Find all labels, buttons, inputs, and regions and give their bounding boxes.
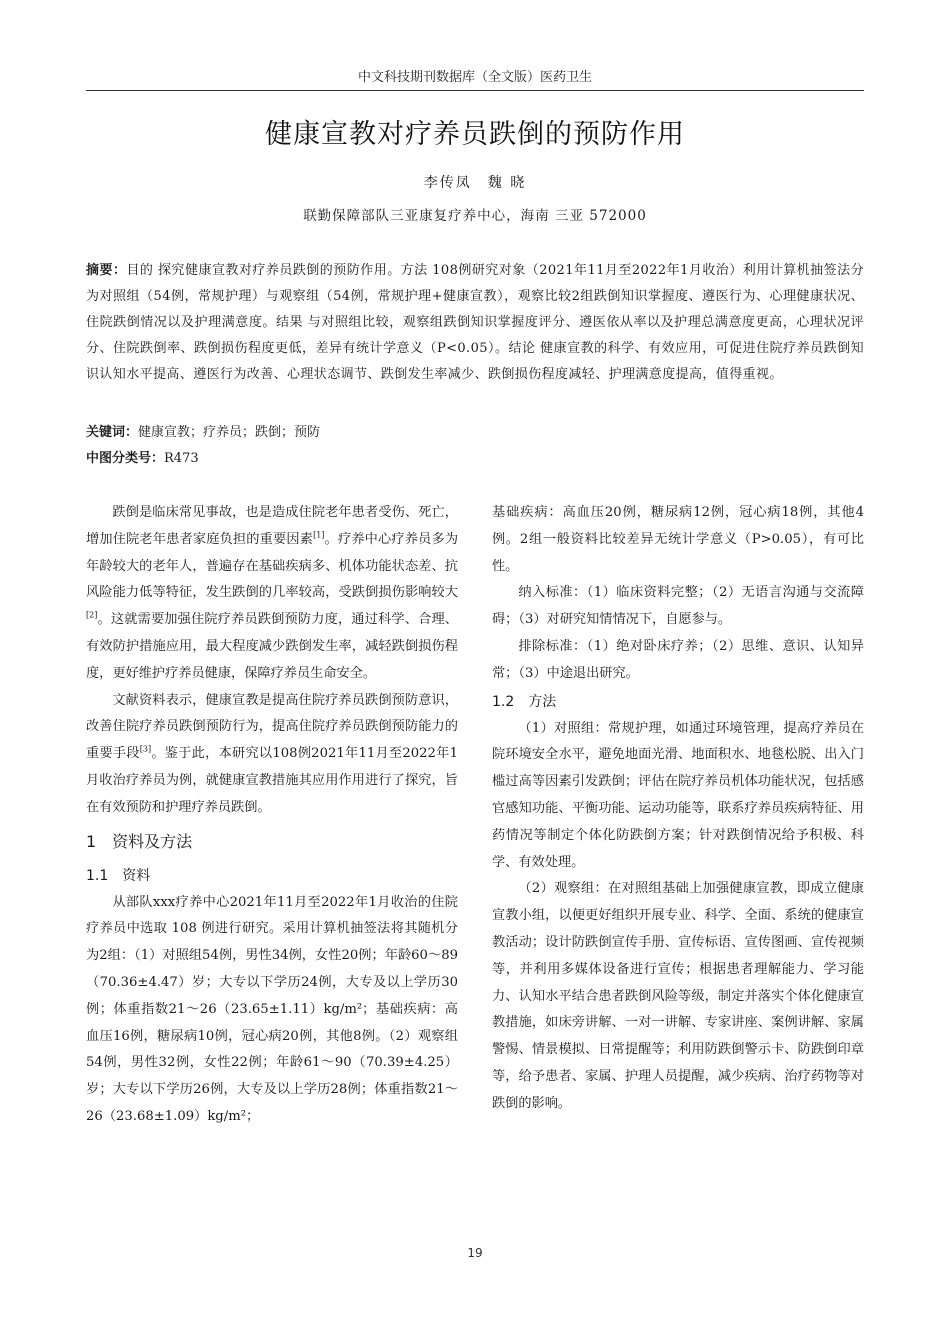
paragraph: 基础疾病：高血压20例，糖尿病12例，冠心病18例，其他4例。2组一般资料比较差异无统计学意义（P>0.05），有可比性。	[492, 505, 864, 574]
paragraph: （1）对照组：常规护理，如通过环境管理，提高疗养员在院环境安全水平，避免地面光滑、地面积水、地毯松脱、出入门槛过高等因素引发跌倒；评估在院疗养员机体功能状况，包括感官感知功能、平衡功能、运动功能等，联系疗养员疾病特征、用药情况等制定个体化防跌倒方案；针对跌倒情况给予积极、科学、有效处理。	[492, 720, 864, 870]
subsection-heading: 1.2 方法	[492, 693, 557, 710]
section-heading: 1 资料及方法	[86, 831, 193, 851]
authors: 李传凤 魏 晓	[423, 175, 527, 191]
page-number: 19	[467, 1246, 483, 1260]
paragraph: 排除标准：（1）绝对卧床疗养；（2）思维、意识、认知异常；（3）中途退出研究。	[492, 638, 864, 681]
citation: [3]	[139, 744, 152, 754]
citation: [2]	[86, 610, 98, 620]
keywords-text: 健康宣教；疗养员；跌倒；预防	[138, 425, 321, 440]
clc-label: 中图分类号：	[86, 451, 165, 466]
abstract-text: 目的 探究健康宣教对疗养员跌倒的预防作用。方法 108例研究对象（2021年11月至2022年1月收治）利用计算机抽签法分为对照组（54例，常规护理）与观察组（54例，常规护理+健康宣教），观察比较2组跌倒知识掌握度、遵医行为、心理健康状况、住院跌倒情况以及护理满意度。结果 与对照组比较，观察组跌倒知识掌握度评分、遵医依从率以及护理总满意度更高，心理状况评分、住院跌倒率、跌倒损伤程度更低，差异有统计学意义（P<0.05）。结论 健康宣教的科学、有效应用，可促进住院疗养员跌倒知识认知水平提高、遵医行为改善、心理状态调节、跌倒发生率减少、跌倒损伤程度减轻、护理满意度提高，值得重视。	[86, 263, 864, 382]
abstract	[86, 258, 864, 388]
affiliation: 联勤保障部队三亚康复疗养中心，海南 三亚 572000	[303, 208, 647, 224]
paragraph: 纳入标准：（1）临床资料完整；（2）无语言沟通与交流障碍；（3）对研究知情情况下，自愿参与。	[492, 585, 864, 628]
right-column	[492, 500, 864, 1118]
abstract-label: 摘要：	[86, 263, 127, 278]
left-column	[86, 500, 458, 1131]
paragraph: 跌倒是临床常见事故，也是造成住院老年患者受伤、死亡，增加住院老年患者家庭负担的重要因素[1]。疗养中心疗养员多为年龄较大的老年人，普遍存在基础疾病多、机体功能状态差、抗风险能力低等特征，发生跌倒的几率较高，受跌倒损伤影响较大[2]。这就需要加强住院疗养员跌倒预防力度，通过科学、合理、有效防护措施应用，最大程度减少跌倒发生率，减轻跌倒损伤程度，更好维护疗养员健康，保障疗养员生命安全。	[86, 505, 459, 681]
clc-text: R473	[164, 451, 199, 466]
article-title: 健康宣教对疗养员跌倒的预防作用	[265, 119, 685, 150]
keywords-label: 关键词：	[86, 425, 139, 440]
paragraph: （2）观察组：在对照组基础上加强健康宣教，即成立健康宣教小组，以便更好组织开展专业、科学、全面、系统的健康宣教活动；设计防跌倒宣传手册、宣传标语、宣传图画、宣传视频等，并利用多媒体设备进行宣传；根据患者理解能力、学习能力、认知水平结合患者跌倒风险等级，制定并落实个体化健康宣教措施，如床旁讲解、一对一讲解、专家讲座、案例讲解、家属警惕、情景模拟、日常提醒等；利用防跌倒警示卡、防跌倒印章等，给予患者、家属、护理人员提醒，减少疾病、治疗药物等对跌倒的影响。	[492, 881, 864, 1111]
journal-name: 中文科技期刊数据库（全文版）医药卫生	[357, 70, 592, 85]
journal-header	[86, 66, 864, 91]
classification-number	[86, 446, 864, 472]
citation: [1]	[313, 530, 325, 540]
paragraph: 从部队xxx疗养中心2021年11月至2022年1月收治的住院疗养员中选取 108 例进行研究。采用计算机抽签法将其随机分为2组：（1）对照组54例，男性34例，女性20例；年龄60～89（70.36±4.47）岁；大专以下学历24例，大专及以上学历30例；体重指数21～26（23.65±1.11）kg/m²；基础疾病：高血压16例，糖尿病10例，冠心病20例，其他8例。（2）观察组54例，男性32例，女性22例；年龄61～90（70.39±4.25）岁；大专以下学历26例，大专及以上学历28例；体重指数21～26（23.68±1.09）kg/m²；	[86, 894, 458, 1124]
paragraph: 文献资料表示，健康宣教是提高住院疗养员跌倒预防意识，改善住院疗养员跌倒预防行为，提高住院疗养员跌倒预防能力的重要手段[3]。鉴于此，本研究以108例2021年11月至2022年1月收治疗养员为例，就健康宣教措施其应用作用进行了探究，旨在有效预防和护理疗养员跌倒。	[86, 692, 458, 815]
keywords	[86, 420, 864, 446]
subsection-heading: 1.1 资料	[86, 867, 151, 884]
